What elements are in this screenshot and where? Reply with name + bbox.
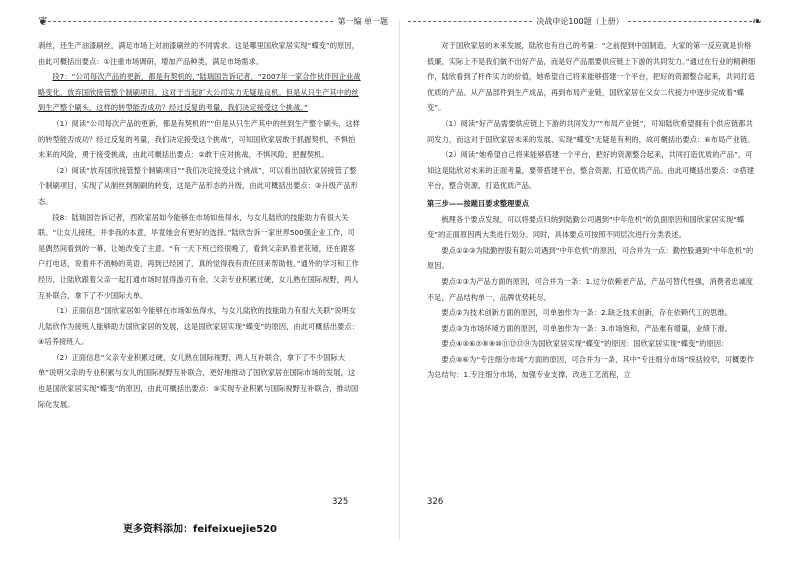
paragraph: 要点④⑤⑥⑦⑧⑨⑩⑪⑫⑬⑭为国欣家居实现“蝶变”的原因：国欣家居实现“蝶变”的原因： [441, 339, 729, 349]
paragraph: 梳理各个要点发现，可以将要点归纳到陆勤公司遇到“中年危机”的负面原因和国欣家居实现“蝶变”的正面原因两大类进行划分。同时，具体要点可按照不同层次进行分类表述。 [427, 214, 745, 240]
header-rule [48, 21, 333, 22]
paragraph: 对于国欣家居的未来发展，陆欣也有自己的考量：“之前提到中国制造，大家的第一反应就是价格低廉，实际上不是我们做不出好产品，而是好产品需要供应链上下游的共同发力。”通过在行业的精耕细作，陆欣看到了杆件实力的价值，她希望自己将来能够搭建一个平台，把好的资源整合起来，共同打造优质的产品。从产品部件到生产成品，再到布局产业链，国欣家居在父女二代接力中逐步完成着“蝶变”。 [427, 41, 756, 113]
left-header [38, 10, 392, 32]
right-page-number: 326 [427, 497, 444, 507]
paragraph: （1）阅读“公司每次产品的更新，都是有契机的”“但是从只生产其中的丝到生产整个刷头，这样的转型能否成功？经过反复的考量，我们决定接受这个挑战”，可知国欣家居敢于抓握契机，不惧怕未来的风险，勇于接受挑战，由此可概括出要点：②敢于应对挑战，不惧风险，把握契机。 [38, 118, 361, 160]
paragraph: 要点②为技术创新方面的原因，可单独作为一条：2.缺乏技术创新，存在依赖代工的思维。 [441, 308, 732, 318]
paragraph: 段7：“公司每次产品的更新，都是有契机的，”陆瑞国告诉记者，“2007年一家合作伙伴因企业战略变化，放弃国欣接管整个制刷项目，这对于当起扩大公司实力无疑是良机。但是从只生产其中的丝到生产整个刷头，这样的转型能否成功？经过反复的考量，我们决定接受这个挑战。” [38, 72, 361, 113]
paragraph: 段8：陆瑞国告诉记者，西欧家居如今能够在市场如鱼得水，与女儿陆欣的技能助力有很大关联。“让女儿接班，并非我的本意，毕竟她会有更好的选择。”陆欣告诉一家世界500强企业工作，可是偶然间看到的一幕，让她改变了主意。“有一天下班已经很晚了，看到父亲趴着老花镜，还在跟客户打电话，说着并不流畅的英语，再到已经困了，真的觉得我有责任回来帮助他。”通外的学习和工作经历，让陆欣跟着父亲一起打通市场时显得游刃有余。父亲专业积累过硬，女儿熟在国际视野，两人互补联合，拿下了不少国际大单。 [38, 212, 359, 300]
right-header [408, 10, 762, 32]
paragraph: 剥丝，还生产油漆刷丝，满足市场上对油漆刷丝的不同需求。这是哪里国欣家居实现“蝶变”的原因，由此可概括出要点：①注重市场调研，增加产品种类，满足市场需求。 [38, 41, 360, 66]
left-header-title: 第一编 单一题 [337, 16, 388, 26]
ornament-icon: ❧ [751, 14, 762, 28]
footer-notice: 更多资料添加：feifeixuejie520 [123, 524, 277, 535]
left-page-body [38, 38, 361, 412]
paragraph: （2）阅读“放弃国欣接管整个制刷项目”“我们决定接受这个挑战”，可以看出国欣家居接管了整个制刷项目，实现了从制丝到制刷的转变，这是产品形态的升级，由此可概括出要点：③升级产品形态。 [38, 165, 358, 206]
right-page-body [427, 38, 757, 383]
paragraph: （1）正面信息“国欣家居如今能够在市场如鱼得水，与女儿陆欣的技能助力有很大关联”说明女儿陆欣作为接班人能够助力国欣家居的发展，这是国欣家居实现“蝶变”的原因，由此可概括出要点：④培养接班人。 [38, 306, 360, 347]
paragraph: （2）阅读“她希望自己将来能够搭建一个平台，把好的资源整合起来，共同打造优质的产品”，可知这是陆欣对未来的正面考量，要带搭建平台，整合资源，打造优质产品。由此可概括出要点：⑦搭建平台，整合资源，打造优质产品。 [427, 150, 755, 191]
paragraph: 要点①②③为陆勤控股有限公司遇到“中年危机”的原因，可合并为一点：勤控股遇到“中年危机”的原因。 [427, 245, 754, 271]
paragraph: （2）正面信息“父亲专业积累过硬，女儿熟在国际视野，两人互补联合，拿下了不少国际大单”说明父亲的专业积累与女儿的国际视野互补联合，更好地推动了国欣家居在国际市场的发展，这也是国欣家居实现“蝶变”的原因，由此可概括出要点：⑤实现专业积累与国际视野互补联合，推动国际化发展。 [38, 352, 359, 409]
paragraph: （1）阅读“好产品需要供应链上下游的共同发力”“布局产业链”，可知陆欣希望拥有个供应链都共同发力，而这对于国欣家居未来的发展、实现“蝶变”无疑是有利的，故可概括出要点：⑥布局产业链。 [427, 118, 755, 144]
header-rule [408, 21, 532, 22]
paragraph: 要点①③为产品方面的原因，可合并为一条：1.过分依赖老产品，产品可替代性强，消费者忠诚度不足，产品结构单一，品牌优势耗尽。 [427, 276, 754, 302]
left-page-number: 325 [332, 497, 349, 507]
ornament-icon: ❦ [38, 14, 49, 28]
right-header-title: 决战申论100题（上册） [536, 16, 624, 26]
step-heading: 第三步——按题目要求整理要点 [427, 198, 530, 208]
paragraph: 要点③为市场环境方面的原因，可单独作为一条：3.市场饱和，产品难有增量，业绩下滑。 [441, 323, 732, 333]
right-page [400, 0, 800, 566]
header-rule [628, 21, 752, 22]
paragraph: 要点⑤⑥为“专注细分市场”方面的原因，可合并为一条，其中“专注细分市场”统括较窄，可概要作为总结句：1.专注细分市场，加强专业支撑，改进工艺流程，立 [427, 354, 754, 380]
